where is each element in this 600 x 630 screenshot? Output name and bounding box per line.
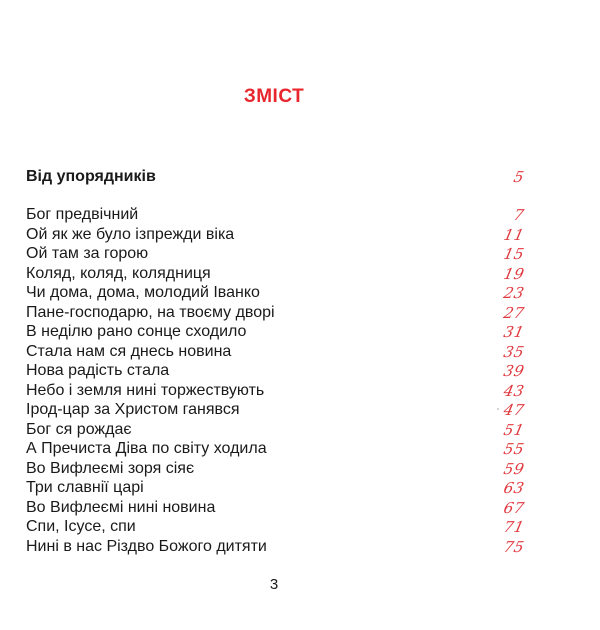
toc-entry-page: 75 — [501, 537, 526, 556]
toc-entry[interactable] — [26, 478, 524, 498]
toc-entry-label: А Пречиста Діва по світу ходила — [26, 440, 267, 457]
toc-entry-label: В неділю рано сонце сходило — [26, 323, 247, 340]
toc-entry[interactable] — [26, 264, 524, 284]
toc-entry[interactable] — [26, 361, 524, 381]
toc-entry-page: 23 — [501, 284, 526, 302]
toc-entry-page: 67 — [501, 498, 526, 517]
toc-entry-page: 11 — [501, 225, 526, 244]
toc-entry[interactable] — [26, 498, 524, 518]
toc-entry[interactable] — [26, 459, 524, 479]
toc-entry[interactable] — [26, 283, 524, 303]
toc-entry-page: 71 — [501, 518, 526, 536]
toc-entry[interactable] — [26, 400, 524, 420]
toc-entry-page: 43 — [501, 381, 526, 400]
toc-entry-page: 59 — [501, 459, 526, 478]
toc-entry-page: 7 — [512, 206, 526, 224]
toc-entry-label: Нова радість стала — [26, 362, 170, 379]
toc-entry[interactable] — [26, 439, 524, 459]
toc-entry-label: Бог ся рождає — [26, 420, 132, 438]
toc-entry-page: 15 — [501, 245, 526, 263]
toc-entry-label: Три славнії царі — [26, 479, 144, 496]
toc-entry[interactable] — [26, 381, 524, 401]
page-title: ЗМІСТ — [243, 86, 305, 107]
toc-entry-page: 55 — [501, 440, 526, 458]
toc-entry-page: 47 — [501, 401, 526, 419]
toc-entry[interactable] — [26, 322, 524, 342]
toc-entry-page: 35 — [501, 342, 526, 361]
toc-entry-label: Во Вифлеємі зоря сіяє — [26, 459, 195, 477]
toc-entry-page: 19 — [501, 264, 526, 283]
toc-entry-label: Коляд, коляд, колядниця — [26, 264, 211, 282]
toc-entry-label: Небо і земля нині торжествують — [26, 381, 265, 399]
toc-entry[interactable] — [26, 342, 524, 362]
toc-intro-label: Від упорядників — [26, 168, 156, 185]
toc-entry[interactable] — [26, 420, 524, 440]
toc-entry[interactable] — [26, 517, 524, 537]
toc-entry-label: Ой там за горою — [26, 245, 149, 262]
toc-entry-label: Спи, Ісусе, спи — [26, 518, 136, 535]
toc-entry-label: Чи дома, дома, молодий Іванко — [26, 284, 260, 301]
toc-entry-label: Ірод-цар за Христом ганявся — [26, 401, 240, 418]
toc-entry-page: 31 — [501, 323, 526, 341]
toc-entry[interactable] — [26, 303, 524, 323]
toc-entry-label: Стала нам ся днесь новина — [26, 342, 232, 360]
toc-entry[interactable] — [26, 244, 524, 264]
toc-entry-label: Во Вифлеємі нині новина — [26, 498, 216, 516]
page-number: 3 — [269, 576, 279, 593]
toc-entry-page: 63 — [501, 479, 526, 497]
scan-speck — [497, 408, 499, 410]
toc-entry[interactable] — [26, 205, 524, 225]
toc-entry-page: 51 — [501, 420, 526, 439]
toc-intro-row[interactable] — [26, 167, 524, 187]
toc-entry-label: Бог предвічний — [26, 206, 139, 223]
toc-intro-page: 5 — [512, 168, 526, 186]
toc-entry[interactable] — [26, 537, 524, 557]
toc-entry[interactable] — [26, 225, 524, 245]
toc-entry-label: Пане-господарю, на твоєму дворі — [26, 303, 275, 321]
toc-entry-label: Нині в нас Різдво Божого дитяти — [26, 537, 267, 555]
toc-entry-label: Ой як же було ізпрежди віка — [26, 225, 235, 243]
toc-entry-page: 39 — [501, 362, 526, 380]
toc-entry-page: 27 — [501, 303, 526, 322]
